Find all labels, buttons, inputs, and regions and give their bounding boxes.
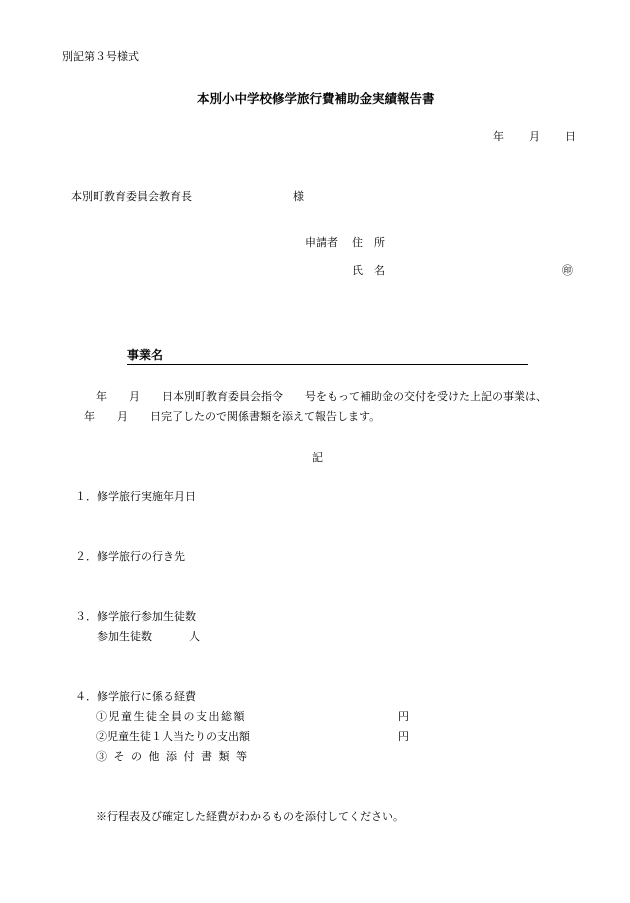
date-year-label: 年 [493, 130, 504, 143]
date-month-label: 月 [529, 130, 540, 143]
project-name-underline [127, 364, 528, 365]
page-title: 本別小中学校修学旅行費補助金実績報告書 [197, 91, 435, 106]
expense-total-label: ①児童生徒全員の支出総額 [96, 710, 246, 723]
item-2-title: ２．修学旅行の行き先 [75, 550, 185, 563]
body-line-2: 年 月 日完了したので関係書類を添えて報告します。 [84, 410, 381, 423]
expense-per-student-unit: 円 [398, 730, 409, 743]
item-3-title: ３．修学旅行参加生徒数 [75, 610, 196, 623]
applicant-label: 申請者 [305, 236, 338, 249]
participant-count-label: 参加生徒数 [97, 630, 152, 643]
date-day-label: 日 [565, 130, 576, 143]
seal-mark: ㊞ [562, 264, 573, 277]
body-line-1: 年 月 日本別町教育委員会指令 号をもって補助金の交付を受けた上記の事業は、 [96, 390, 547, 403]
item-1-title: １．修学旅行実施年月日 [75, 490, 196, 503]
expense-per-student-label: ②児童生徒１人当たりの支出額 [96, 730, 250, 743]
expense-total-unit: 円 [398, 710, 409, 723]
name-label: 氏 名 [352, 264, 385, 277]
other-documents-label: ③その他添付書類等 [96, 750, 254, 763]
addressee-name: 本別町教育委員会教育長 [71, 190, 192, 203]
address-label: 住 所 [352, 236, 385, 249]
item-4-title: ４．修学旅行に係る経費 [75, 690, 196, 703]
participant-count-unit: 人 [189, 630, 200, 643]
project-label: 事業名 [127, 348, 164, 362]
ki-heading: 記 [312, 451, 323, 464]
attachment-note: ※行程表及び確定した経費がわかるものを添付してください。 [96, 810, 404, 823]
form-number: 別記第３号様式 [62, 50, 139, 63]
addressee-honorific: 様 [293, 190, 304, 203]
